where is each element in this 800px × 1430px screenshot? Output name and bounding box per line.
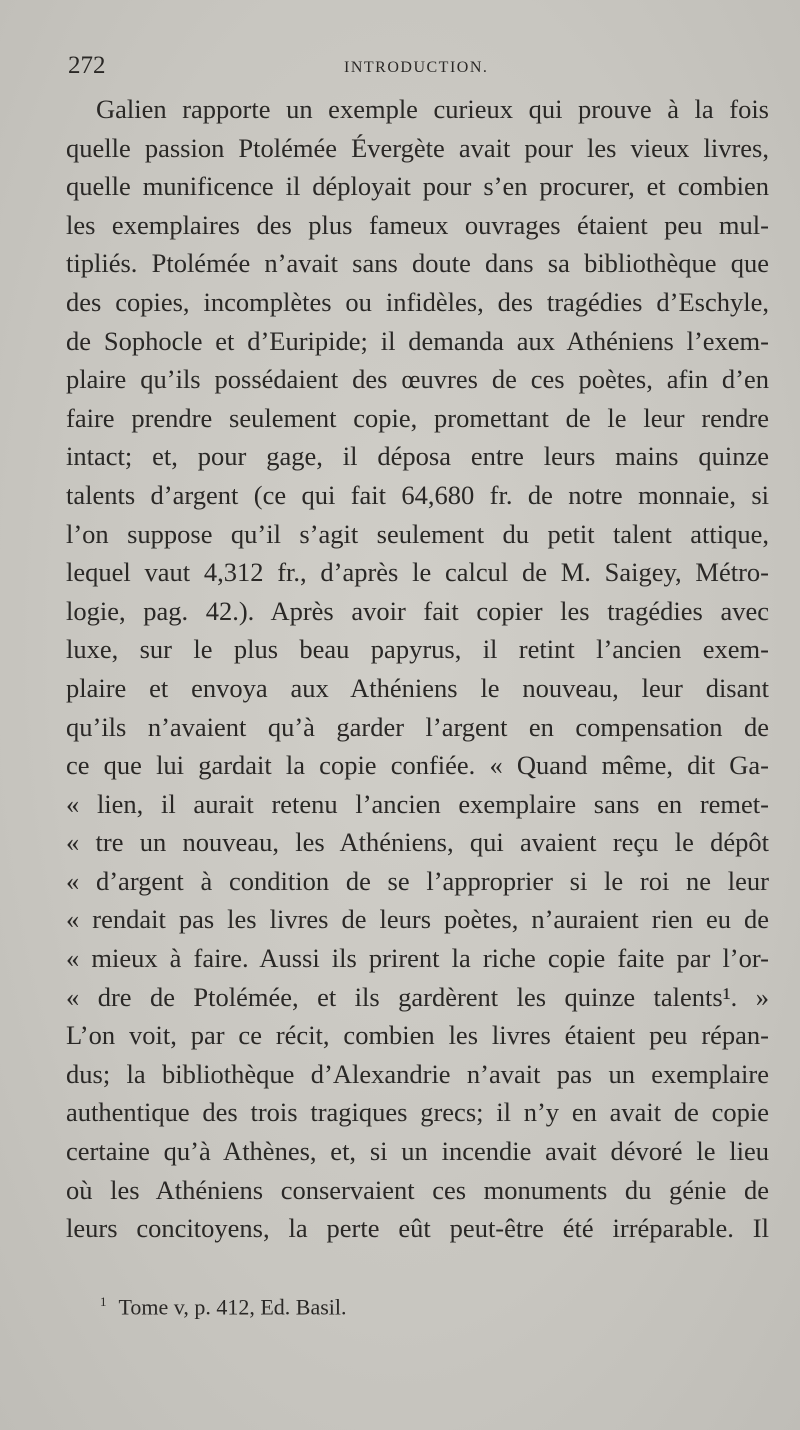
running-head: INTRODUCTION.: [344, 59, 489, 76]
text-line: talents d’argent (ce qui fait 64,680 fr. de notre monnaie, si: [66, 479, 769, 510]
text-line: « tre un nouveau, les Athéniens, qui avaient reçu le dépôt: [66, 827, 769, 858]
text-line: logie, pag. 42.). Après avoir fait copier les tragédies avec: [66, 595, 769, 626]
text-line: luxe, sur le plus beau papyrus, il retint l’ancien exem-: [66, 634, 769, 665]
text-line: « mieux à faire. Aussi ils prirent la riche copie faite par l’or-: [66, 943, 769, 974]
text-line: ce que lui gardait la copie confiée. « Quand même, dit Ga-: [66, 750, 769, 781]
text-line: faire prendre seulement copie, promettant de le leur rendre: [66, 402, 769, 433]
text-line: « dre de Ptolémée, et ils gardèrent les quinze talents¹. »: [66, 981, 769, 1012]
text-line: « d’argent à condition de se l’approprier si le roi ne leur: [66, 865, 769, 896]
text-line: dus; la bibliothèque d’Alexandrie n’avait pas un exemplaire: [66, 1058, 769, 1089]
text-line: certaine qu’à Athènes, et, si un incendie avait dévoré le lieu: [66, 1136, 769, 1167]
text-line: les exemplaires des plus fameux ouvrages étaient peu mul-: [66, 209, 769, 240]
text-line: tipliés. Ptolémée n’avait sans doute dans sa bibliothèque que: [66, 248, 769, 279]
text-line: des copies, incomplètes ou infidèles, des tragédies d’Eschyle,: [66, 286, 769, 317]
text-line: de Sophocle et d’Euripide; il demanda aux Athéniens l’exem-: [66, 325, 769, 356]
footnote-text: Tome v, p. 412, Ed. Basil.: [118, 1294, 347, 1320]
text-line: l’on suppose qu’il s’agit seulement du petit talent attique,: [66, 518, 769, 549]
page-number: 272: [68, 52, 106, 79]
text-line: intact; et, pour gage, il déposa entre leurs mains quinze: [66, 441, 769, 472]
text-line: quelle passion Ptolémée Évergète avait pour les vieux livres,: [66, 132, 769, 163]
text-line: « lien, il aurait retenu l’ancien exemplaire sans en remet-: [66, 788, 769, 819]
text-line: où les Athéniens conservaient ces monuments du génie de: [66, 1174, 769, 1205]
text-line: « rendait pas les livres de leurs poètes, n’auraient rien eu de: [66, 904, 769, 935]
text-line: qu’ils n’avaient qu’à garder l’argent en compensation de: [66, 711, 769, 742]
text-line: L’on voit, par ce récit, combien les livres étaient peu répan-: [66, 1020, 769, 1051]
page-header: [66, 50, 766, 82]
body-text: [66, 90, 769, 1248]
text-line: plaire et envoya aux Athéniens le nouveau, leur disant: [66, 672, 769, 703]
footnote-marker: 1: [100, 1294, 107, 1309]
text-line: plaire qu’ils possédaient des œuvres de ces poètes, afin d’en: [66, 364, 769, 395]
footnote: [100, 1287, 347, 1322]
text-line: leurs concitoyens, la perte eût peut-être été irréparable. Il: [66, 1213, 769, 1244]
text-line: quelle munificence il déployait pour s’en procurer, et combien: [66, 171, 769, 202]
text-line: Galien rapporte un exemple curieux qui prouve à la fois: [96, 94, 769, 124]
text-line: lequel vaut 4,312 fr., d’après le calcul de M. Saigey, Métro-: [66, 557, 769, 588]
text-line: authentique des trois tragiques grecs; il n’y en avait de copie: [66, 1097, 769, 1128]
